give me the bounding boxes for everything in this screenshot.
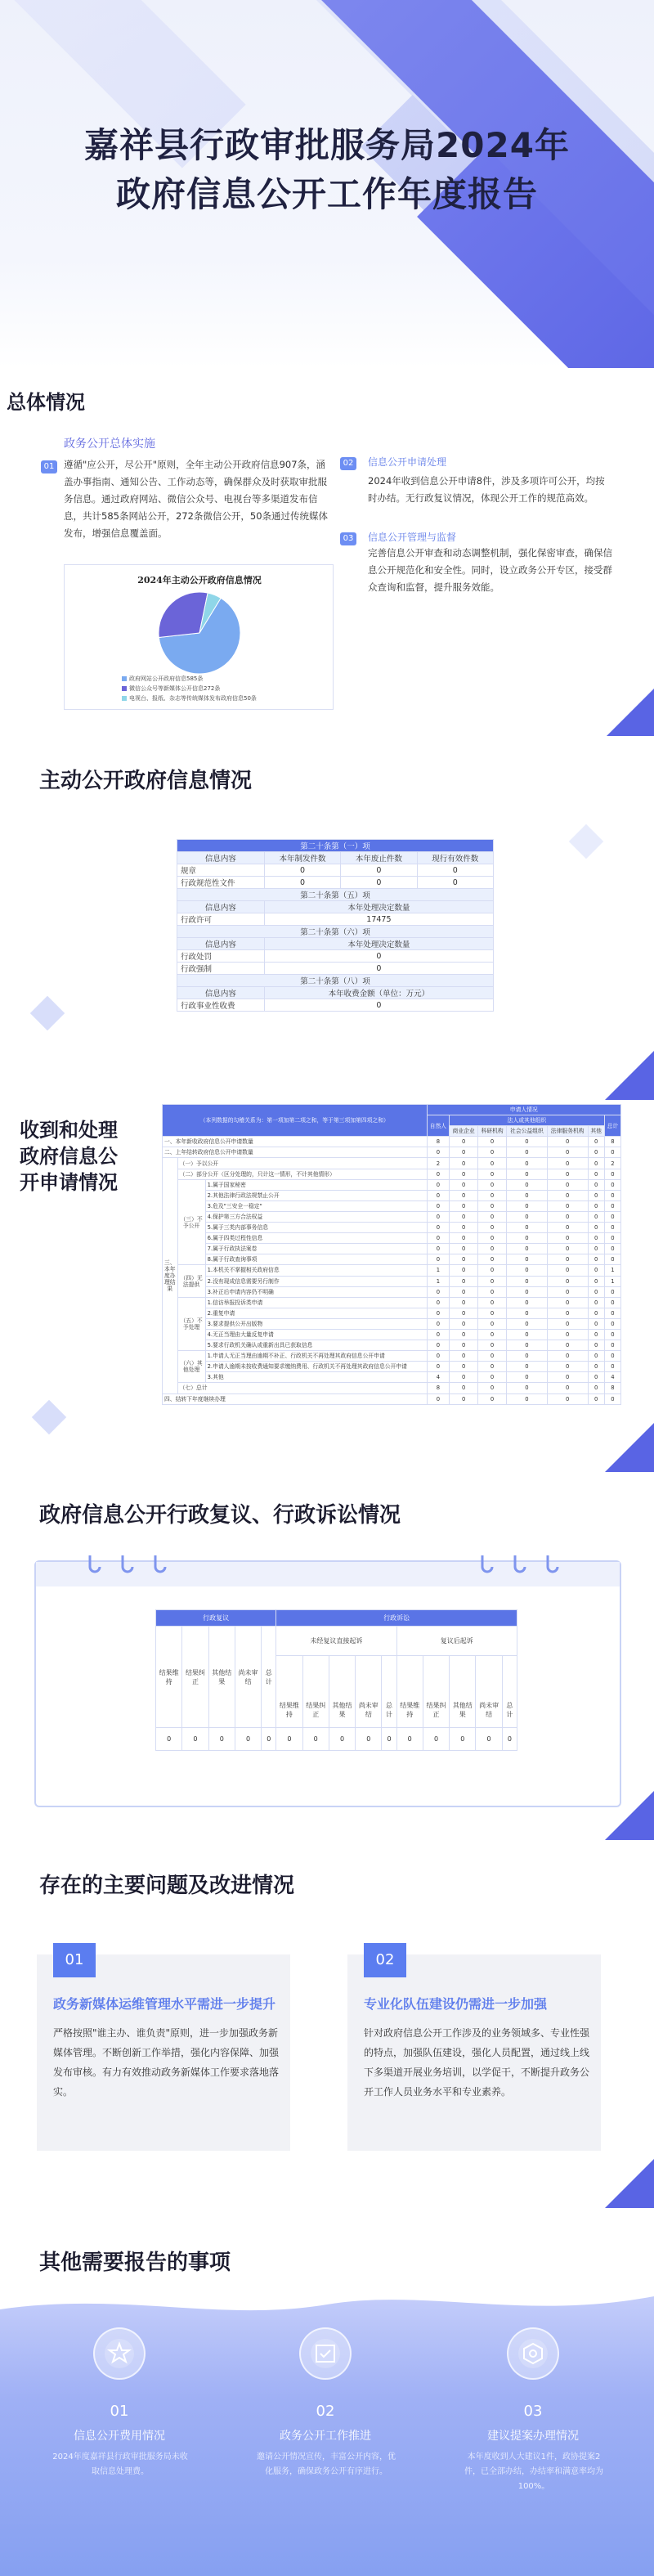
table-row: 2.申请人逾期未按收费通知要求缴纳费用、行政机关不再处理其政府信息公开申请 0 0 0 0 0 0 0: [163, 1362, 621, 1372]
table-row: 三、本年度办理结果 （一）予以公开 2 0 0 0 0 0 2: [163, 1158, 621, 1169]
other-item-number: 03: [523, 2403, 543, 2420]
pie-chart: [65, 588, 334, 678]
overview-item2-label: 信息公开申请处理: [368, 456, 447, 468]
pie-chart-title: 2024年主动公开政府信息情况: [137, 575, 262, 586]
hero-banner: [0, 0, 654, 368]
problem-text: 针对政府信息公开工作涉及的业务领域多、专业性强的特点，加强队伍建设，强化人员配置，通过线上线下多渠道开展业务培训，以学促干，不断提升政务公开工作人员业务水平和专业素养。: [364, 2027, 590, 2098]
item-number-badge: 02: [340, 457, 356, 470]
table-row: （五）不予处理 1.信访举报投诉类申请 0 0 0 0 0 0 0: [163, 1297, 621, 1308]
table-row: 3.其他 4 0 0 0 0 0 4: [163, 1372, 621, 1383]
table-row: 2.没有现成信息需要另行制作 1 0 0 0 0 0 1: [163, 1276, 621, 1286]
table-cell: 0: [423, 1728, 449, 1751]
table-cell: 0: [476, 1728, 502, 1751]
table-row: （六）其他处理 1.申请人无正当理由逾期不补正、行政机关不再处理其政府信息公开申请 0 0 0 0 0 0 0: [163, 1351, 621, 1362]
diamond-decoration: [569, 824, 603, 859]
table-header: 自然人: [427, 1115, 450, 1137]
problem-title: 专业化队伍建设仍需进一步加强: [364, 1996, 548, 2012]
table-row: 3.危及"三安全一稳定" 0 0 0 0 0 0 0: [163, 1200, 621, 1211]
problem-text: 严格按照"谁主办、谁负责"原则，进一步加强政务新媒体管理。不断创新工作举措，强化内容保障、加强发布审核。有力有效推动政务新媒体工作要求落地落实。: [53, 2027, 280, 2098]
binder-rings: [82, 1547, 572, 1578]
hexagon-icon: [507, 2327, 559, 2380]
table-row: 二、上年结转政府信息公开申请数量 0 0 0 0 0 0 0: [163, 1147, 621, 1158]
section-title-active: 主动公开政府信息情况: [39, 769, 253, 793]
table-cell: 0: [302, 1728, 329, 1751]
title-line-1: 嘉祥县行政审批服务局2024年: [84, 125, 570, 165]
table-header: 申请人情况: [427, 1105, 620, 1115]
table-cell: 0: [450, 1728, 476, 1751]
table-header: 商业企业: [450, 1126, 478, 1137]
diamond-decoration: [30, 996, 65, 1030]
calendar-check-icon: [299, 2327, 352, 2380]
requests-table: [162, 1104, 621, 1405]
overview-item3-label: 信息公开管理与监督: [368, 532, 457, 543]
table-cell: 0: [502, 1728, 517, 1751]
problem-title: 政务新媒体运维管理水平需进一步提升: [53, 1996, 276, 2012]
table-row: （四）无法提供 1.本机关不掌握相关政府信息 1 0 0 0 0 0 1: [163, 1265, 621, 1276]
problem-number-badge: 01: [53, 1943, 96, 1977]
problem-card-2: [347, 1951, 601, 2151]
table-row: （七）总计 8 0 0 0 0 0 8: [163, 1383, 621, 1393]
table-cell: 0: [356, 1728, 382, 1751]
diamond-decoration: [32, 1400, 66, 1434]
corner-decoration: [605, 1423, 654, 1472]
title-line-2: 政府信息公开工作年度报告: [115, 174, 538, 214]
problem-card-1: [37, 1951, 290, 2151]
section-title-review: 政府信息公开行政复议、行政诉讼情况: [39, 1503, 401, 1528]
section-title-requests: 收到和处理 政府信息公 开申请情况: [20, 1119, 118, 1194]
item-number-badge: 01: [41, 460, 57, 473]
table-cell: 0: [235, 1728, 261, 1751]
pie-legend-item: 政府网站公开政府信息585条: [122, 675, 203, 683]
review-table: 行政复议 行政诉讼 结果维持 结果纠正 其他结果 尚未审结 总计 未经复议直接起诉 复议后起诉 结果维持 结果纠正 其他结果 尚未审结 总计 结果维持 结果纠正 其他结果 尚未审结 总计 0 0 0 0 0 0 0 0 0 0 0 0 0 0 0: [155, 1609, 517, 1751]
table-row: 4.保护第三方合法权益 0 0 0 0 0 0 0: [163, 1211, 621, 1222]
other-item-title: 政务公开工作推进: [280, 2430, 371, 2443]
table-header: 科研机构: [478, 1126, 507, 1137]
other-item-number: 01: [110, 2403, 129, 2420]
table-row: 8.属于行政查询事项 0 0 0 0 0 0 0: [163, 1254, 621, 1265]
table-cell: 0: [262, 1728, 276, 1751]
other-item-number: 02: [316, 2403, 335, 2420]
table-row: 5.要求行政机关确认或重新出具已获取信息 0 0 0 0 0 0 0: [163, 1340, 621, 1351]
other-item-text: 2024年度嘉祥县行政审批服务局未收取信息处理费。: [52, 2453, 188, 2476]
table-row: 3.补正后申请内容仍不明确 0 0 0 0 0 0 0: [163, 1286, 621, 1297]
star-icon: [93, 2327, 146, 2380]
table-row: 一、本年新收政府信息公开申请数量 8 0 0 0 0 0 8: [163, 1137, 621, 1147]
table-header: 法人或其他组织: [450, 1115, 605, 1126]
table-row: 3.要求提供公开出版物 0 0 0 0 0 0 0: [163, 1318, 621, 1329]
other-item-text: 本年度收到人大建议1件，政协提案2件，已全部办结，办结率和满意率均为100%。: [464, 2453, 603, 2491]
table-header: 法律服务机构: [547, 1126, 588, 1137]
corner-decoration: [605, 1791, 654, 1840]
wave-shape: [0, 2280, 654, 2329]
section-title-other: 其他需要报告的事项: [39, 2251, 231, 2275]
item-number-badge: 03: [340, 532, 356, 545]
overview-item2-text: 2024年收到信息公开申请8件，涉及多项许可公开，均按时办结。无行政复议情况，体现公开工作的规范高效。: [368, 475, 605, 504]
table-row: 4.无正当理由大量反复申请 0 0 0 0 0 0 0: [163, 1329, 621, 1340]
table-cell: 0: [208, 1728, 235, 1751]
table-cell: 0: [182, 1728, 208, 1751]
table-cell: 0: [396, 1728, 423, 1751]
problem-number-badge: 02: [364, 1943, 406, 1977]
overview-item3-text: 完善信息公开审查和动态调整机制，强化保密审查，确保信息公开规范化和安全性。同时，设立政务公开专区，接受群众查询和监督，提升服务效能。: [368, 547, 612, 593]
table-row: 四、结转下年度继续办理 0 0 0 0 0 0 0: [163, 1393, 621, 1404]
table-row: 2.其他法律行政法规禁止公开 0 0 0 0 0 0 0: [163, 1190, 621, 1200]
section-title-overview: 总体情况: [7, 391, 85, 414]
corner-decoration: [605, 1051, 654, 1100]
table-row: （三）不予公开 1.属于国家秘密 0 0 0 0 0 0 0: [163, 1179, 621, 1190]
table-cell: 0: [329, 1728, 355, 1751]
table-cell: 0: [276, 1728, 302, 1751]
other-item-title: 建议提案办理情况: [487, 2430, 579, 2443]
pie-legend-item: 微信公众号等新媒体公开信息272条: [122, 684, 220, 693]
page-title: [0, 121, 654, 219]
other-item-title: 信息公开费用情况: [74, 2430, 165, 2443]
table-cell: 0: [382, 1728, 396, 1751]
overview-subtitle: 政务公开总体实施: [64, 438, 155, 451]
table-header: 社会公益组织: [507, 1126, 548, 1137]
table-row: 5.属于三类内部事务信息 0 0 0 0 0 0 0: [163, 1223, 621, 1233]
section-title-problems: 存在的主要问题及改进情况: [39, 1874, 295, 1898]
table-row: 2.重复申请 0 0 0 0 0 0 0: [163, 1308, 621, 1318]
other-item-text: 邀请公开情况宣传，丰富公开内容，优化服务，确保政务公开有序进行。: [257, 2453, 396, 2476]
pie-legend-item: 电视台、报纸、杂志等传统媒体发布政府信息50条: [122, 694, 257, 702]
active-disclosure-table: 第二十条第（一）项 信息内容 本年制发件数 本年废止件数 现行有效件数 规章 0 0 0 行政规范性文件 0 0 0 第二十条第（五）项 信息内容 本年处理决定数量 行政许可 17475 第二十条第（六）项 信息内容 本年处理决定数量 行政处罚 0 行政强制 0 第二十条第（八）项 信息内容 本年收费金额（单位：万元） 行政事业性收费 0: [177, 839, 494, 1012]
corner-decoration: [605, 2159, 654, 2208]
table-cell: 0: [156, 1728, 182, 1751]
table-header: 总计: [604, 1115, 620, 1137]
table-row: 7.属于行政执法案卷 0 0 0 0 0 0 0: [163, 1244, 621, 1254]
table-corner-header: （本列数据的勾稽关系为：第一项加第二项之和，等于第三项加第四项之和）: [163, 1105, 428, 1137]
table-row: （二）部分公开（区分处理的，只计这一情形，不计其他情形） 0 0 0 0 0 0 0: [163, 1169, 621, 1179]
pie-chart-panel: [64, 564, 334, 710]
corner-decoration: [607, 689, 654, 736]
table-row: 6.属于四类过程性信息 0 0 0 0 0 0 0: [163, 1233, 621, 1244]
table-header: 其他: [588, 1126, 604, 1137]
overview-item1-text: 遵循"应公开，尽公开"原则，全年主动公开政府信息907条，涵盖办事指南、通知公告、工作动态等，确保群众及时获取审批服务信息。通过政府网站、微信公众号、电视台等多渠道发布信息，共计585条网站公开，272条微信公开，50条通过传统媒体发布，增强信息覆盖面。: [64, 459, 329, 539]
